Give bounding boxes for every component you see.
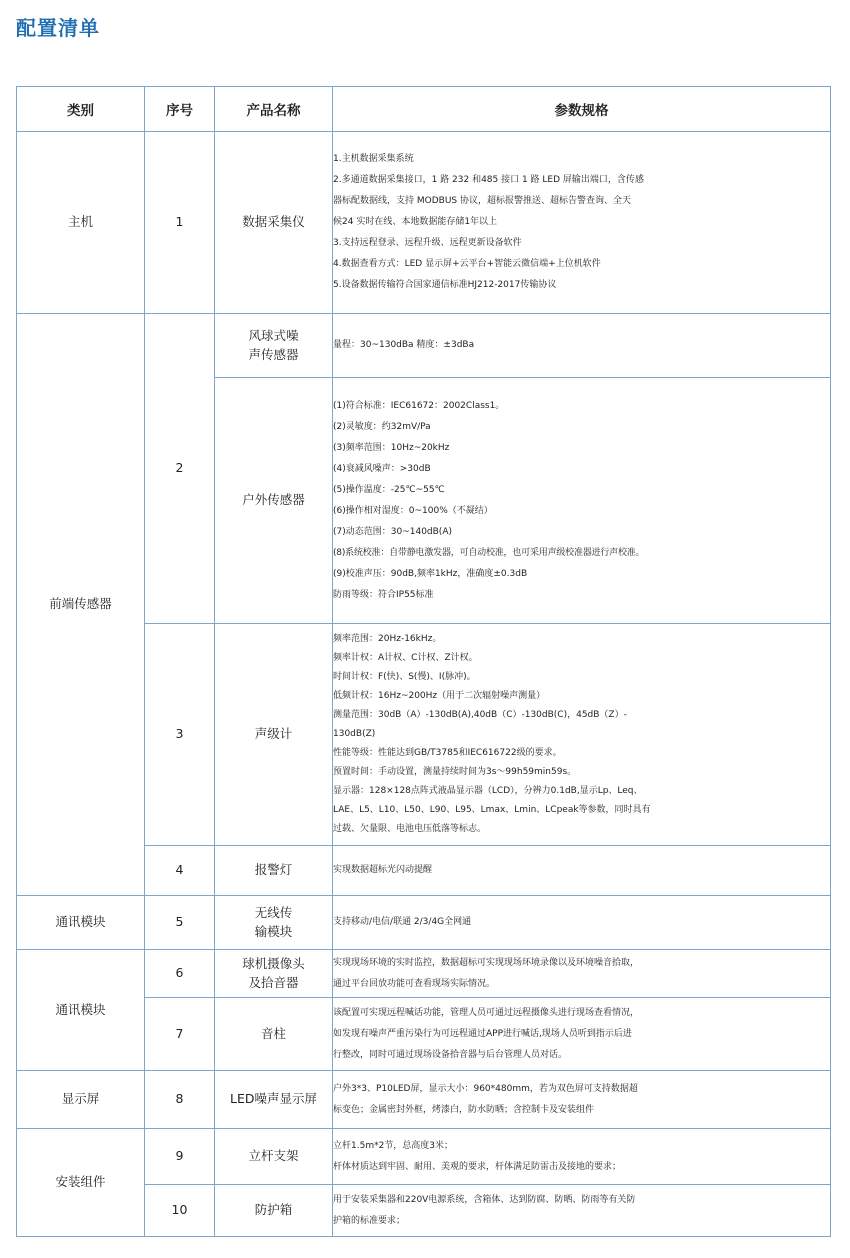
spec-line: 低频计权：16Hz~200Hz（用于二次辐射噪声测量） <box>333 691 546 701</box>
product-name <box>242 955 305 991</box>
product-name-cell <box>215 1129 333 1185</box>
spec-line: 候24 实时在线、本地数据能存储1年以上 <box>333 217 498 227</box>
category-cell: 显示屏 <box>17 1071 145 1129</box>
spec-line: 器标配数据线，支持 MODBUS 协议，超标报警推送、超标告警查询、全天 <box>333 196 631 206</box>
product-name: 户外传感器 <box>242 492 305 508</box>
product-name-line: 无线传 <box>254 905 293 921</box>
spec-line: 显示器：128×128点阵式液晶显示器（LCD），分辨力0.1dB,显示Lp、Leq、 <box>333 786 643 796</box>
spec-cell <box>333 1185 831 1237</box>
spec-line: 130dB(Z) <box>333 729 376 739</box>
spec-line: 3.支持远程登录、远程升级、远程更新设备软件 <box>333 238 522 248</box>
item-no-cell: 2 <box>145 314 215 624</box>
spec-line: 5.设备数据传输符合国家通信标准HJ212-2017传输协议 <box>333 280 557 290</box>
spec-cell <box>333 314 831 378</box>
spec-lines <box>333 396 830 606</box>
spec-line: (3)频率范围：10Hz~20kHz <box>333 442 450 453</box>
spec-lines <box>333 149 830 296</box>
spec-lines <box>333 912 830 933</box>
product-name-cell <box>215 846 333 896</box>
spec-lines <box>333 953 830 995</box>
spec-line: 防雨等级：符合IP55标准 <box>333 589 434 600</box>
spec-line: 2.多通道数据采集接口，1 路 232 和485 接口 1 路 LED 屏输出端口，含传感 <box>333 175 644 185</box>
header-specs: 参数规格 <box>333 87 831 132</box>
product-name: 数据采集仪 <box>242 214 305 230</box>
spec-line: 时间计权：F(快)、S(慢)、I(脉冲)。 <box>333 672 476 682</box>
category-cell: 前端传感器 <box>17 314 145 896</box>
table-row <box>17 132 831 314</box>
product-name <box>255 904 293 940</box>
spec-line: (6)操作相对湿度：0~100%（不凝结） <box>333 505 493 516</box>
spec-line: 立杆1.5m*2节，总高度3米； <box>333 1140 454 1151</box>
spec-lines <box>333 1136 830 1178</box>
item-no-cell: 10 <box>145 1185 215 1237</box>
spec-line: 频率范围：20Hz-16kHz。 <box>333 634 442 644</box>
product-name-line: 球机摄像头 <box>242 956 305 972</box>
header-no: 序号 <box>145 87 215 132</box>
product-name-line: 及拾音器 <box>248 974 299 990</box>
product-name <box>248 327 298 363</box>
config-table <box>16 86 831 1237</box>
product-name-line: 输模块 <box>254 923 293 939</box>
product-name-line: 风球式噪 <box>248 328 299 344</box>
page-title: 配置清单 <box>16 16 100 40</box>
item-no-cell: 1 <box>145 132 215 314</box>
table-row <box>17 314 831 378</box>
spec-cell <box>333 1129 831 1185</box>
spec-line: 测量范围：30dB（A）-130dB(A),40dB（C）-130dB(C)，45dB（Z）- <box>333 710 627 720</box>
spec-line: 用于安装采集器和220V电源系统，含箱体、达到防腐、防晒、防雨等有关防 <box>333 1194 636 1205</box>
table-row <box>17 1129 831 1185</box>
item-no-cell: 6 <box>145 950 215 998</box>
spec-cell <box>333 950 831 998</box>
product-name-cell <box>215 950 333 998</box>
header-category: 类别 <box>17 87 145 132</box>
item-no-cell: 8 <box>145 1071 215 1129</box>
category-cell: 主机 <box>17 132 145 314</box>
spec-line: 该配置可实现远程喊话功能，管理人员可通过远程摄像头进行现场查看情况， <box>333 1007 640 1018</box>
product-name-cell <box>215 132 333 314</box>
table-header-row <box>17 87 831 132</box>
product-name-cell <box>215 314 333 378</box>
product-name-cell <box>215 896 333 950</box>
spec-line: (1)符合标准：IEC61672：2002Class1。 <box>333 400 505 411</box>
spec-lines <box>333 1079 830 1121</box>
spec-line: 如发现有噪声严重污染行为可远程通过APP进行喊话,现场人员听到指示后进 <box>333 1028 632 1039</box>
spec-lines <box>333 630 830 839</box>
spec-line: 实现数据超标光闪动提醒 <box>333 865 433 875</box>
spec-line: (2)灵敏度：约32mV/Pa <box>333 421 431 432</box>
spec-line: 杆体材质达到牢固、耐用、美观的要求，杆体满足防雷击及接地的要求； <box>333 1161 622 1172</box>
spec-cell <box>333 132 831 314</box>
product-name: 立杆支架 <box>248 1148 299 1164</box>
spec-cell <box>333 1071 831 1129</box>
spec-line: 行整改，同时可通过现场设备拾音器与后台管理人员对话。 <box>333 1049 568 1060</box>
spec-line: 频率计权：A计权、C计权、Z计权。 <box>333 653 478 663</box>
spec-line: 支持移动/电信/联通 2/3/4G全网通 <box>333 917 472 927</box>
category-cell: 通讯模块 <box>17 950 145 1071</box>
spec-line: (8)系统校准：自带静电激发器，可自动校准，也可采用声级校准器进行声校准。 <box>333 547 645 558</box>
item-no-cell: 5 <box>145 896 215 950</box>
product-name-cell <box>215 624 333 846</box>
spec-cell <box>333 998 831 1071</box>
spec-line: (4)衰减风噪声：>30dB <box>333 463 431 474</box>
product-name-cell <box>215 1071 333 1129</box>
spec-line: 1.主机数据采集系统 <box>333 154 414 164</box>
spec-line: 户外3*3、P10LED屏，显示大小：960*480mm，若为双色屏可支持数据超 <box>333 1083 638 1094</box>
item-no-cell: 7 <box>145 998 215 1071</box>
spec-cell <box>333 378 831 624</box>
spec-line: 护箱的标准要求； <box>333 1215 406 1226</box>
spec-line: (7)动态范围：30~140dB(A) <box>333 526 452 537</box>
product-name-line: 声传感器 <box>248 346 299 362</box>
category-cell: 通讯模块 <box>17 896 145 950</box>
spec-line: 量程：30~130dBa 精度：±3dBa <box>333 340 475 350</box>
spec-lines <box>333 860 830 881</box>
product-name: 音柱 <box>260 1025 286 1041</box>
spec-line: (9)校准声压：90dB,频率1kHz，准确度±0.3dB <box>333 568 528 579</box>
product-name: 防护箱 <box>254 1202 293 1218</box>
spec-cell <box>333 846 831 896</box>
spec-lines <box>333 335 830 356</box>
item-no-cell: 3 <box>145 624 215 846</box>
item-no-cell: 9 <box>145 1129 215 1185</box>
table-row <box>17 896 831 950</box>
header-product-name: 产品名称 <box>215 87 333 132</box>
product-name-cell <box>215 1185 333 1237</box>
spec-cell <box>333 896 831 950</box>
spec-cell <box>333 624 831 846</box>
spec-line: LAE、L5、L10、L50、L90、L95、Lmax、Lmin、LCpeak等参数，同时具有 <box>333 805 651 815</box>
table-row <box>17 1071 831 1129</box>
spec-lines <box>333 1003 830 1066</box>
product-name-cell <box>215 998 333 1071</box>
product-name: 声级计 <box>254 726 293 742</box>
category-cell: 安装组件 <box>17 1129 145 1237</box>
spec-line: 通过平台回放功能可查看现场实际情况。 <box>333 978 496 989</box>
spec-line: 预置时间：手动设置，测量持续时间为3s～99h59min59s。 <box>333 767 577 777</box>
product-name: LED噪声显示屏 <box>230 1091 317 1107</box>
product-name-cell <box>215 378 333 624</box>
spec-line: 标变色；金属密封外框，烤漆白，防水防晒；含控制卡及安装组件 <box>333 1104 595 1115</box>
spec-line: 性能等级：性能达到GB/T3785和IEC616722级的要求。 <box>333 748 562 758</box>
spec-line: 实现现场环境的实时监控，数据超标可实现现场环境录像以及环境噪音拾取， <box>333 957 640 968</box>
product-name: 报警灯 <box>254 862 293 878</box>
spec-line: 4.数据查看方式：LED 显示屏+云平台+智能云微信端+上位机软件 <box>333 259 601 269</box>
spec-line: 过载、欠量限、电池电压低落等标志。 <box>333 824 487 834</box>
item-no-cell: 4 <box>145 846 215 896</box>
spec-line: (5)操作温度：-25℃~55℃ <box>333 484 445 495</box>
spec-lines <box>333 1190 830 1232</box>
table-row <box>17 950 831 998</box>
